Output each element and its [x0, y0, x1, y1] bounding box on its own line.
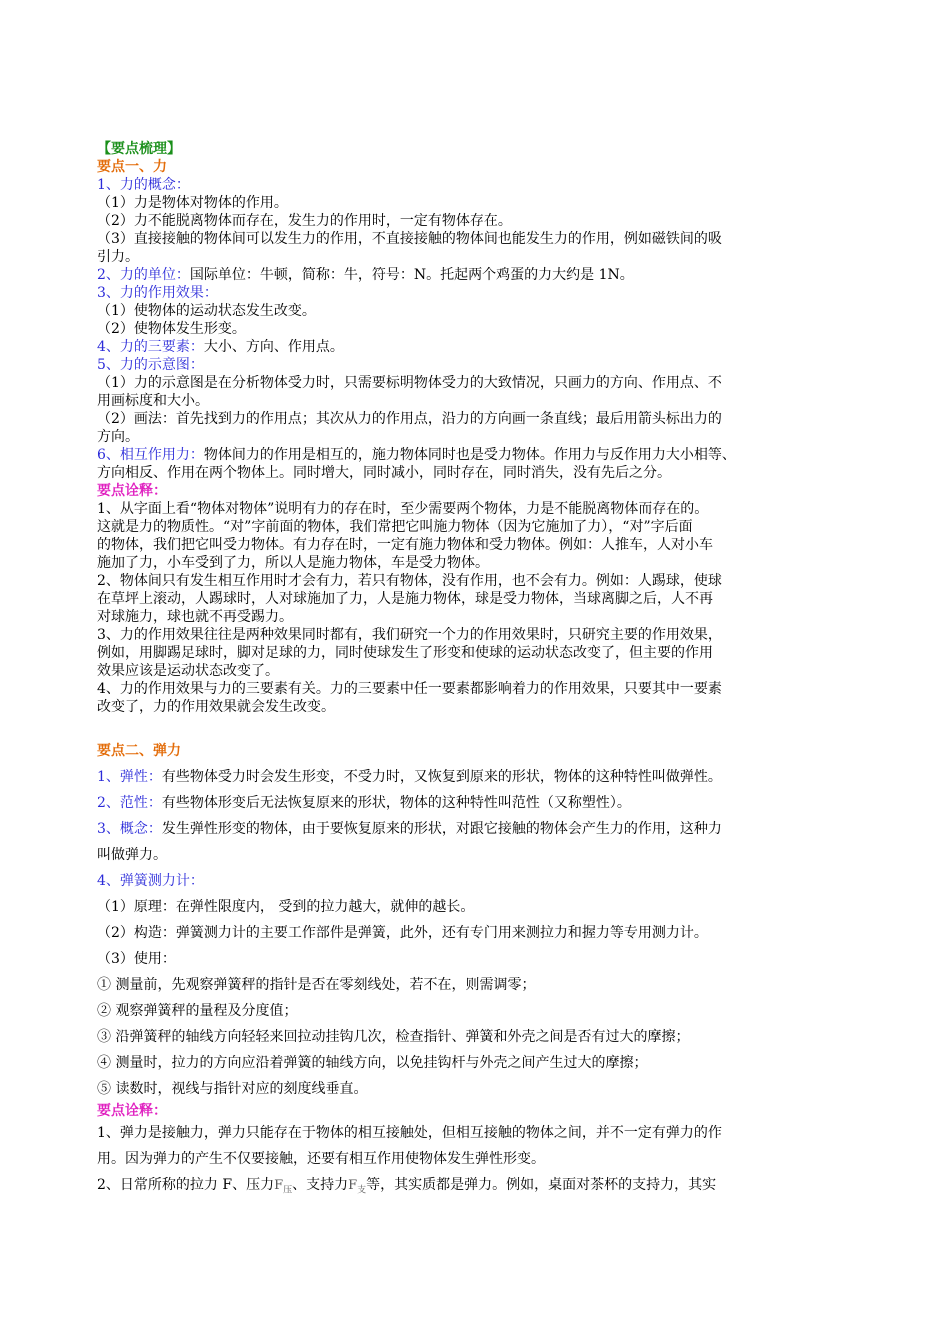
note-line: 施加了力，小车受到了力，所以人是施力物体，车是受力物体。	[97, 555, 489, 571]
elastic-concept-cont: 叫做弹力。	[97, 847, 167, 863]
elastic-concept-label: 3、概念：	[97, 821, 162, 837]
spring-line: ① 测量前，先观察弹簧秤的指针是否在零刻线处，若不在，则需调零；	[97, 977, 536, 993]
notes-heading: 要点诠释：	[97, 483, 167, 499]
concept-line: （2）力不能脱离物体而存在，发生力的作用时，一定有物体存在。	[97, 213, 512, 229]
heading-force: 要点一、力	[97, 159, 167, 175]
plasticity-line	[97, 790, 857, 816]
elastic-concept-line	[97, 816, 857, 842]
three-elements-label: 4、力的三要素：	[97, 339, 204, 355]
note-line: 例如，用脚踢足球时，脚对足球的力，同时使球发生了形变和使球的运动状态改变了，但主要的作用	[97, 645, 713, 661]
section-title: 【要点梳理】	[97, 141, 181, 157]
effect-line: （1）使物体的运动状态发生改变。	[97, 303, 316, 319]
note-line: 的物体，我们把它叫受力物体。有力存在时，一定有施力物体和受力物体。例如：人推车，人对小车	[97, 537, 713, 553]
elasticity-line	[97, 764, 857, 790]
note-line: 1、弹力是接触力，弹力只能存在于物体的相互接触处，但相互接触的物体之间，并不一定有弹力的作	[97, 1125, 722, 1141]
spring-line: ⑤ 读数时，视线与指针对应的刻度线垂直。	[97, 1081, 368, 1097]
plasticity-text: 有些物体形变后无法恢复原来的形状，物体的这种特性叫范性（又称塑性）。	[161, 795, 631, 811]
spring-line: ② 观察弹簧秤的量程及分度值；	[97, 1003, 298, 1019]
plasticity-label: 2、范性：	[97, 795, 162, 811]
note-line: 效果应该是运动状态改变了。	[97, 663, 279, 679]
elastic-force-section	[97, 738, 857, 1204]
effect-line: （2）使物体发生形变。	[97, 321, 246, 337]
elastic-concept-text: 发生弹性形变的物体，由于要恢复原来的形状，对跟它接触的物体会产生力的作用，这种力	[161, 821, 722, 837]
formula-subscript: 支	[357, 1185, 367, 1196]
force-unit-line	[97, 266, 857, 284]
note-line: 4、力的作用效果与力的三要素有关。力的三要素中任一要素都影响着力的作用效果，只要其中一要素	[97, 681, 722, 697]
force-effect-label: 3、力的作用效果：	[97, 285, 218, 301]
force-unit-text: 国际单位：牛顿，简称：牛，符号：N。托起两个鸡蛋的力大约是 1N。	[189, 267, 634, 283]
interaction-force-text: 物体间力的作用是相互的，施力物体同时也是受力物体。作用力与反作用力大小相等、	[203, 447, 736, 463]
diagram-line: （2）画法：首先找到力的作用点；其次从力的作用点，沿力的方向画一条直线；最后用箭头标出力的	[97, 411, 722, 427]
formula-subscript: 压	[283, 1185, 293, 1196]
note-line: 在草坪上滚动，人踢球时，人对球施加了力，人是施力物体，球是受力物体，当球离脚之后，人不再	[97, 591, 713, 607]
spring-scale-label: 4、弹簧测力计：	[97, 873, 204, 889]
formula-symbol: F	[348, 1178, 358, 1193]
note-line: 改变了，力的作用效果就会发生改变。	[97, 699, 335, 715]
note-line: 3、力的作用效果往往是两种效果同时都有，我们研究一个力的作用效果时，只研究主要的作用效果，	[97, 627, 722, 643]
interaction-force-label: 6、相互作用力：	[97, 447, 204, 463]
pressure-formula	[274, 1178, 293, 1196]
note-line: 2、物体间只有发生相互作用时才会有力，若只有物体，没有作用，也不会有力。例如：人踢球，使球	[97, 573, 722, 589]
note-line: 这就是力的物质性。“对”字前面的物体，我们常把它叫施力物体（因为它施加了力），“对”字后面	[97, 519, 693, 535]
concept-line: （1）力是物体对物体的作用。	[97, 195, 288, 211]
last-text-c: 等，其实质都是弹力。例如，桌面对茶杯的支持力，其实	[366, 1177, 717, 1193]
diagram-line: 方向。	[97, 429, 139, 445]
heading-elastic: 要点二、弹力	[97, 743, 181, 759]
elasticity-label: 1、弹性：	[97, 769, 162, 785]
force-unit-label: 2、力的单位：	[97, 267, 190, 283]
diagram-line: 用画标度和大小。	[97, 393, 209, 409]
force-diagram-label: 5、力的示意图：	[97, 357, 204, 373]
support-formula	[348, 1178, 367, 1196]
last-text-a: 2、日常所称的拉力 F、压力	[97, 1177, 275, 1193]
concept-line: （3）直接接触的物体间可以发生力的作用，不直接接触的物体间也能发生力的作用，例如磁铁间的吸	[97, 231, 722, 247]
diagram-line: （1）力的示意图是在分析物体受力时，只需要标明物体受力的大致情况，只画力的方向、作用点、不	[97, 375, 722, 391]
note-line: 对球施力，球也就不再受踢力。	[97, 609, 293, 625]
interaction-force-cont: 方向相反、作用在两个物体上。同时增大，同时减小，同时存在，同时消失，没有先后之分。	[97, 465, 671, 481]
formula-symbol: F	[274, 1178, 284, 1193]
document-content	[97, 140, 857, 1204]
spring-line: （1）原理：在弹性限度内， 受到的拉力越大，就伸的越长。	[97, 899, 475, 915]
force-concept-label: 1、力的概念：	[97, 177, 190, 193]
interaction-force-line	[97, 446, 857, 464]
spring-line: ④ 测量时，拉力的方向应沿着弹簧的轴线方向，以免挂钩杆与外壳之间产生过大的摩擦；	[97, 1055, 648, 1071]
section-gap	[97, 716, 857, 738]
spring-line: （3）使用：	[97, 951, 176, 967]
concept-line: 引力。	[97, 249, 139, 265]
elasticity-text: 有些物体受力时会发生形变，不受力时，又恢复到原来的形状，物体的这种特性叫做弹性。	[161, 769, 722, 785]
notes-heading: 要点诠释：	[97, 1103, 167, 1119]
three-elements-text: 大小、方向、作用点。	[203, 339, 344, 355]
last-text-b: 、支持力	[292, 1177, 349, 1193]
note-line: 1、从字面上看“物体对物体”说明有力的存在时，至少需要两个物体，力是不能脱离物体而存在的。	[97, 501, 709, 517]
spring-line: （2）构造：弹簧测力计的主要工作部件是弹簧，此外，还有专门用来测拉力和握力等专用测力计。	[97, 925, 708, 941]
three-elements-line	[97, 338, 857, 356]
note-line: 用。因为弹力的产生不仅要接触，还要有相互作用使物体发生弹性形变。	[97, 1151, 545, 1167]
last-line	[97, 1172, 857, 1204]
spring-line: ③ 沿弹簧秤的轴线方向轻轻来回拉动挂钩几次，检查指针、弹簧和外壳之间是否有过大的摩擦；	[97, 1029, 690, 1045]
